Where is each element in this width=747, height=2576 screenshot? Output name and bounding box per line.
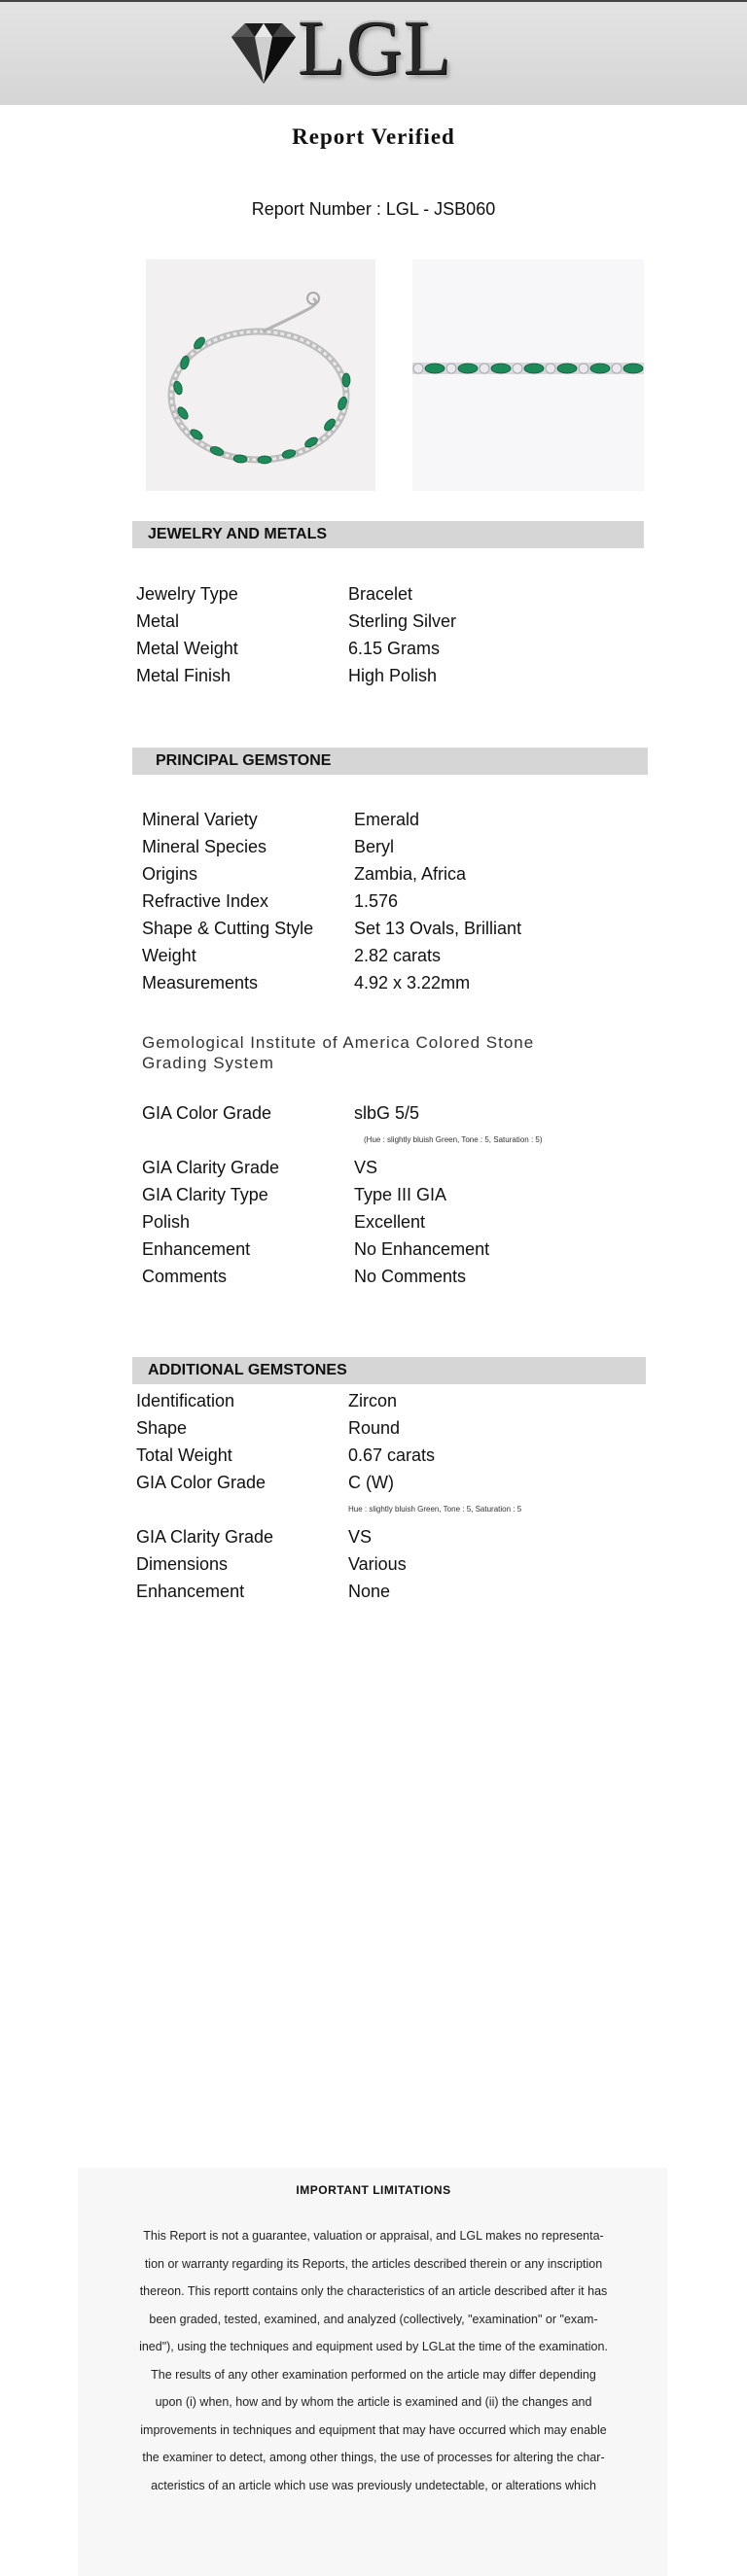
metal-weight-label: Metal Weight	[136, 639, 238, 658]
limitations-line: This Report is not a guarantee, valuation or appraisal, and LGL makes no representa-	[143, 2229, 604, 2243]
limitations-text	[101, 2222, 646, 2499]
gia-clarity-type-value: Type III GIA	[354, 1185, 447, 1204]
enhancement-label: Enhancement	[142, 1239, 251, 1259]
comments-value: No Comments	[354, 1267, 467, 1286]
polish-label: Polish	[142, 1212, 191, 1232]
limitations-line: ined"), using the techniques and equipment used by LGLat the time of the examination.	[139, 2340, 608, 2353]
section-header-principal-gemstone: PRINCIPAL GEMSTONE	[132, 748, 648, 775]
refractive-index-value: 1.576	[354, 891, 399, 911]
polish-value: Excellent	[354, 1212, 426, 1232]
mineral-variety-value: Emerald	[354, 810, 420, 829]
gia-color-grade-label: GIA Color Grade	[142, 1103, 272, 1123]
metal-value: Sterling Silver	[348, 611, 457, 631]
dimensions-value: Various	[348, 1554, 407, 1574]
refractive-index-label: Refractive Index	[142, 891, 269, 911]
metal-finish-label: Metal Finish	[136, 666, 231, 685]
limitations-line: upon (i) when, how and by whom the article is examined and (ii) the changes and	[155, 2395, 592, 2409]
limitations-line: improvements in techniques and equipment that may have occurred which may enable	[140, 2422, 607, 2437]
measurements-label: Measurements	[142, 973, 259, 992]
shape-value: Round	[348, 1418, 401, 1438]
metal-weight-value: 6.15 Grams	[348, 639, 441, 658]
limitations-title: IMPORTANT LIMITATIONS	[296, 2183, 451, 2197]
identification-label: Identification	[136, 1391, 235, 1410]
limitations-line: been graded, tested, examined, and analyzed (collectively, "examination" or "exam-	[149, 2312, 598, 2326]
total-weight-label: Total Weight	[136, 1445, 232, 1465]
measurements-value: 4.92 x 3.22mm	[354, 973, 471, 992]
dimensions-label: Dimensions	[136, 1554, 229, 1574]
limitations-line: acteristics of an article which use was previously undetectable, or alterations which	[151, 2478, 596, 2492]
identification-value: Zircon	[348, 1391, 398, 1410]
limitations-line: thereon. This reportt contains only the characteristics of an article described after it has	[139, 2284, 608, 2298]
page-title: Report Verified	[292, 124, 455, 149]
additional-hue-note: Hue : slightly bluish Green, Tone : 5, Saturation : 5	[348, 1505, 522, 1514]
gia-clarity-grade-value: VS	[354, 1158, 378, 1177]
section-header-additional-gemstones: ADDITIONAL GEMSTONES	[132, 1357, 646, 1384]
origins-label: Origins	[142, 864, 198, 884]
metal-label: Metal	[136, 611, 180, 631]
jewelry-type-label: Jewelry Type	[136, 584, 238, 604]
mineral-variety-label: Mineral Variety	[142, 810, 258, 829]
limitations-line: tion or warranty regarding its Reports, the articles described therein or any inscription	[144, 2256, 603, 2271]
additional-gia-color-grade-value: C (W)	[348, 1473, 394, 1492]
hue-note: (Hue : slightly bluish Green, Tone : 5, Saturation : 5)	[364, 1135, 543, 1144]
origins-value: Zambia, Africa	[354, 864, 467, 884]
bracelet-photo	[146, 260, 375, 491]
gia-grading-system-heading: Gemological Institute of America Colored Stone Grading System	[142, 1033, 535, 1072]
gia-color-grade-value: slbG 5/5	[354, 1103, 420, 1123]
mineral-species-label: Mineral Species	[142, 837, 267, 856]
additional-gia-clarity-grade-label: GIA Clarity Grade	[136, 1527, 274, 1547]
limitations-line: The results of any other examination performed on the article may differ depending	[151, 2367, 596, 2382]
additional-gia-color-grade-label: GIA Color Grade	[136, 1473, 267, 1492]
mineral-species-value: Beryl	[354, 837, 395, 856]
metal-finish-value: High Polish	[348, 666, 438, 685]
weight-label: Weight	[142, 946, 196, 965]
limitations-line: the examiner to detect, among other things, the use of processes for altering the char-	[142, 2451, 605, 2464]
shape-cutting-style-value: Set 13 Ovals, Brilliant	[354, 919, 522, 938]
total-weight-value: 0.67 carats	[348, 1445, 436, 1465]
additional-enhancement-value: None	[348, 1582, 391, 1601]
gia-clarity-grade-label: GIA Clarity Grade	[142, 1158, 280, 1177]
jewelry-type-value: Bracelet	[348, 584, 413, 604]
diamond-icon	[226, 19, 302, 87]
report-number: Report Number : LGL - JSB060	[251, 199, 496, 219]
enhancement-value: No Enhancement	[354, 1239, 490, 1259]
shape-cutting-style-label: Shape & Cutting Style	[142, 919, 314, 938]
gia-clarity-type-label: GIA Clarity Type	[142, 1185, 268, 1204]
weight-value: 2.82 carats	[354, 946, 442, 965]
bracelet-strip-photo	[412, 260, 644, 491]
comments-label: Comments	[142, 1267, 228, 1286]
logo-text: LGL	[298, 6, 452, 91]
section-header-jewelry: JEWELRY AND METALS	[132, 521, 644, 548]
additional-gia-clarity-grade-value: VS	[348, 1527, 373, 1547]
additional-enhancement-label: Enhancement	[136, 1582, 245, 1601]
header-banner	[0, 0, 747, 105]
shape-label: Shape	[136, 1418, 188, 1438]
